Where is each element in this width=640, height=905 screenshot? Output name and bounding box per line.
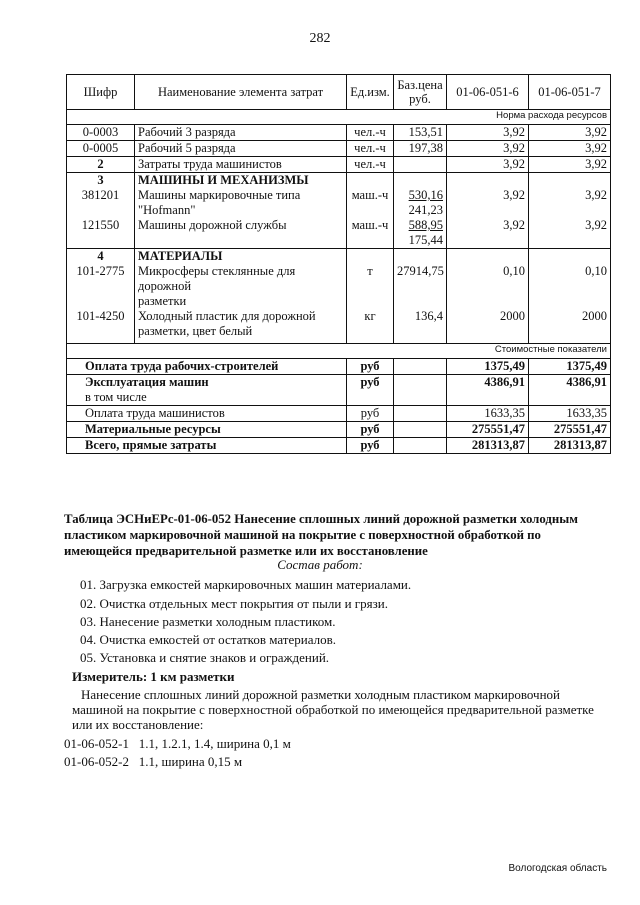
page-number: 282 bbox=[309, 31, 331, 46]
cell-unit: чел.-ч bbox=[347, 157, 394, 173]
cell-name: Рабочий 5 разряда bbox=[135, 141, 347, 157]
norm-caption-row bbox=[67, 110, 611, 125]
cost-row bbox=[67, 374, 611, 390]
price-line1: 530,16 bbox=[408, 188, 443, 202]
section-title-line3: имеющейся предварительной разметке или их восстановление bbox=[64, 544, 428, 558]
cell-price: 136,4 bbox=[394, 309, 447, 343]
variant-item: 01-06-052-2 1.1, ширина 0,15 м bbox=[64, 754, 243, 769]
cell-value-6: 3,92 bbox=[447, 141, 529, 157]
cell-name-line1: Машины маркировочные типа bbox=[138, 188, 301, 202]
cell-price: 197,38 bbox=[394, 141, 447, 157]
cost-unit: руб bbox=[347, 405, 394, 421]
cost-row bbox=[67, 405, 611, 421]
cell-code: 2 bbox=[67, 157, 135, 173]
cell-code: 4 bbox=[67, 249, 135, 265]
table-section-row bbox=[67, 249, 611, 265]
cost-value-7: 281313,87 bbox=[529, 437, 611, 453]
cell-value-7: 3,92 bbox=[529, 157, 611, 173]
cell-price: 27914,75 bbox=[394, 264, 447, 309]
resource-norms-table bbox=[66, 74, 611, 454]
cost-value-7: 275551,47 bbox=[529, 421, 611, 437]
work-item: 03. Нанесение разметки холодным пластиком. bbox=[80, 614, 336, 629]
cell-name: МАШИНЫ И МЕХАНИЗМЫ bbox=[135, 173, 347, 189]
table-row bbox=[67, 309, 611, 343]
cost-name: Оплата труда машинистов bbox=[67, 405, 347, 421]
cost-value-6: 4386,91 bbox=[447, 374, 529, 390]
composition-heading: Состав работ: bbox=[277, 557, 363, 572]
cell-unit: маш.-ч bbox=[347, 218, 394, 249]
section-title bbox=[64, 511, 604, 559]
price-line2: 241,23 bbox=[408, 203, 443, 217]
cell-code: 0-0003 bbox=[67, 125, 135, 141]
work-item: 01. Загрузка емкостей маркировочных машин материалами. bbox=[80, 577, 412, 592]
table-row bbox=[67, 141, 611, 157]
cell-name-line1: Холодный пластик для дорожной bbox=[138, 309, 316, 323]
cost-value-6: 1375,49 bbox=[447, 358, 529, 374]
cost-value-6: 275551,47 bbox=[447, 421, 529, 437]
section-title-line1: Таблица ЭСНиЕРс-01-06-052 Нанесение сплошных линий дорожной разметки холодным bbox=[64, 512, 578, 526]
work-item: 04. Очистка емкостей от остатков материалов. bbox=[80, 632, 336, 647]
cell-name-line1: Микросферы стеклянные для дорожной bbox=[138, 264, 296, 293]
description bbox=[72, 687, 611, 732]
cell-value-7: 3,92 bbox=[529, 141, 611, 157]
cost-caption-row bbox=[67, 343, 611, 358]
cost-row-total bbox=[67, 437, 611, 453]
cell-value-6: 3,92 bbox=[447, 157, 529, 173]
cell-name: Машины дорожной службы bbox=[135, 218, 347, 249]
cost-unit: руб bbox=[347, 358, 394, 374]
header-unit: Ед.изм. bbox=[347, 75, 394, 110]
cost-row bbox=[67, 390, 611, 406]
cost-unit: руб bbox=[347, 421, 394, 437]
header-name: Наименование элемента затрат bbox=[135, 75, 347, 110]
table-row bbox=[67, 264, 611, 309]
cell-name bbox=[135, 264, 347, 309]
cell-name bbox=[135, 309, 347, 343]
cell-name-line2: разметки bbox=[138, 294, 187, 308]
cost-name: Материальные ресурсы bbox=[67, 421, 347, 437]
cell-unit: кг bbox=[347, 309, 394, 343]
cost-value-6: 281313,87 bbox=[447, 437, 529, 453]
cell-name bbox=[135, 188, 347, 218]
work-item: 02. Очистка отдельных мест покрытия от пыли и грязи. bbox=[80, 596, 388, 611]
cost-name: Оплата труда рабочих-строителей bbox=[67, 358, 347, 374]
cost-row bbox=[67, 358, 611, 374]
cost-caption: Стоимостные показатели bbox=[67, 343, 611, 358]
cell-unit: маш.-ч bbox=[347, 188, 394, 218]
cell-code: 3 bbox=[67, 173, 135, 189]
cell-name: МАТЕРИАЛЫ bbox=[135, 249, 347, 265]
cell-value-6: 3,92 bbox=[447, 188, 529, 218]
cell-value-6: 3,92 bbox=[447, 125, 529, 141]
cell-value-7: 3,92 bbox=[529, 125, 611, 141]
cell-price bbox=[394, 188, 447, 218]
cell-name: Рабочий 3 разряда bbox=[135, 125, 347, 141]
header-col7: 01-06-051-7 bbox=[529, 75, 611, 110]
cell-code: 121550 bbox=[67, 218, 135, 249]
price-line1: 588,95 bbox=[408, 218, 443, 232]
table-section-row bbox=[67, 173, 611, 189]
cell-price bbox=[394, 218, 447, 249]
description-line1: Нанесение сплошных линий дорожной разметки холодным пластиком маркировочной bbox=[81, 687, 561, 702]
table-row bbox=[67, 188, 611, 218]
cell-code: 0-0005 bbox=[67, 141, 135, 157]
table-row bbox=[67, 218, 611, 249]
footer-region: Вологодская область bbox=[508, 863, 607, 874]
cost-row bbox=[67, 421, 611, 437]
cost-value-7: 4386,91 bbox=[529, 374, 611, 390]
cost-name: Эксплуатация машин bbox=[67, 374, 347, 390]
cost-unit: руб bbox=[347, 374, 394, 390]
cost-unit: руб bbox=[347, 437, 394, 453]
price-line2: 175,44 bbox=[408, 233, 443, 247]
cell-name-line2: разметки, цвет белый bbox=[138, 324, 253, 338]
cell-code: 101-4250 bbox=[67, 309, 135, 343]
cell-name: Затраты труда машинистов bbox=[135, 157, 347, 173]
cell-unit: т bbox=[347, 264, 394, 309]
header-price: Баз.цена руб. bbox=[394, 75, 447, 110]
cell-value-7: 0,10 bbox=[529, 264, 611, 309]
variant-item: 01-06-052-1 1.1, 1.2.1, 1.4, ширина 0,1 м bbox=[64, 736, 291, 751]
header-code: Шифр bbox=[67, 75, 135, 110]
cell-price: 153,51 bbox=[394, 125, 447, 141]
cell-name-line2: "Hofmann" bbox=[138, 203, 196, 217]
section-title-line2: пластиком маркировочной машиной на покрытие с поверхностной обработкой по bbox=[64, 528, 541, 542]
cell-value-6: 3,92 bbox=[447, 218, 529, 249]
cell-value-7: 3,92 bbox=[529, 218, 611, 249]
cell-unit: чел.-ч bbox=[347, 125, 394, 141]
table-header-row bbox=[67, 75, 611, 110]
work-item: 05. Установка и снятие знаков и ограждений. bbox=[80, 650, 330, 665]
table-row bbox=[67, 157, 611, 173]
description-line3: или их восстановление: bbox=[72, 717, 204, 732]
description-line2: машиной на покрытие с поверхностной обработкой по имеющейся предварительной разметке bbox=[72, 702, 594, 717]
cell-unit: чел.-ч bbox=[347, 141, 394, 157]
cost-including-label: в том числе bbox=[67, 390, 347, 406]
cost-value-7: 1633,35 bbox=[529, 405, 611, 421]
cell-code: 381201 bbox=[67, 188, 135, 218]
header-col6: 01-06-051-6 bbox=[447, 75, 529, 110]
cost-value-6: 1633,35 bbox=[447, 405, 529, 421]
meter-label: Измеритель: 1 км разметки bbox=[72, 669, 235, 684]
cost-name: Всего, прямые затраты bbox=[67, 437, 347, 453]
cell-value-6: 0,10 bbox=[447, 264, 529, 309]
norm-caption: Норма расхода ресурсов bbox=[67, 110, 611, 125]
cell-code: 101-2775 bbox=[67, 264, 135, 309]
cost-value-7: 1375,49 bbox=[529, 358, 611, 374]
cell-value-6: 2000 bbox=[447, 309, 529, 343]
cell-value-7: 2000 bbox=[529, 309, 611, 343]
cell-value-7: 3,92 bbox=[529, 188, 611, 218]
table-row bbox=[67, 125, 611, 141]
